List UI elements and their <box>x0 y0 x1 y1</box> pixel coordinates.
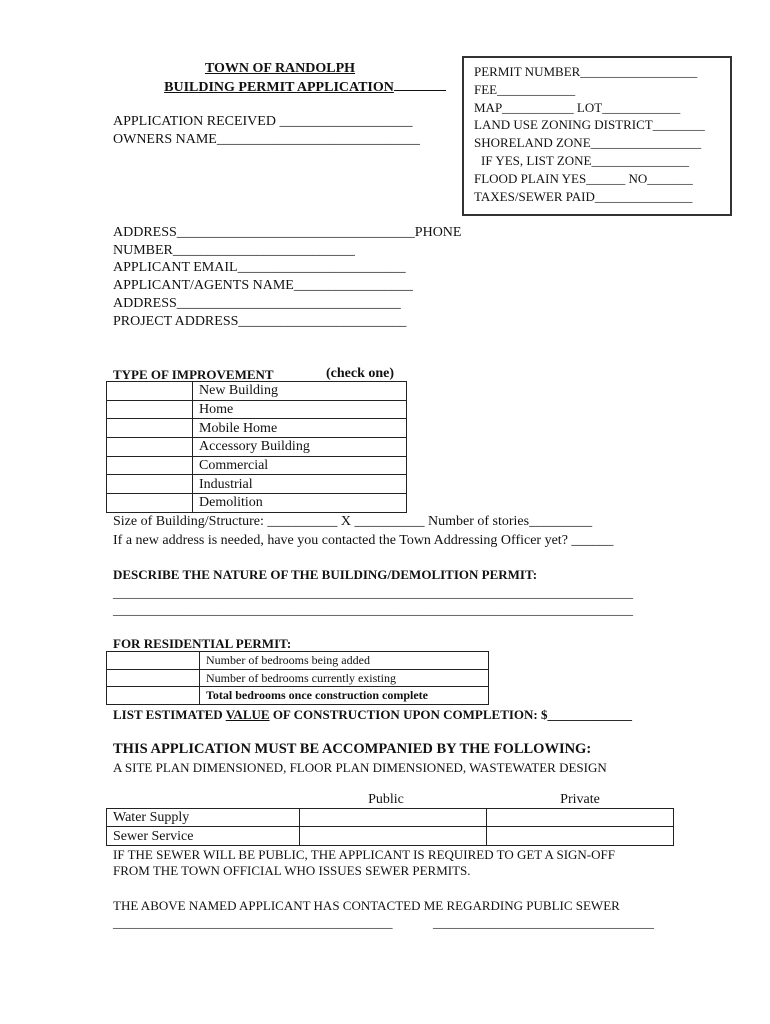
check-one-label: (check one) <box>326 366 395 381</box>
option-label: Mobile Home <box>193 419 407 438</box>
option-label: Industrial <box>193 475 407 494</box>
list-zone-field[interactable]: IF YES, LIST ZONE_______________ <box>481 152 689 168</box>
estimate-suffix: OF CONSTRUCTION UPON COMPLETION: $_____________ <box>269 707 633 722</box>
sewer-public-cell[interactable] <box>300 827 487 845</box>
table-row <box>107 652 489 670</box>
home-checkbox[interactable] <box>107 400 193 419</box>
map-lot-field[interactable]: MAP___________ LOT____________ <box>474 99 681 115</box>
option-label: Accessory Building <box>193 438 407 457</box>
contacted-statement: THE ABOVE NAMED APPLICANT HAS CONTACTED ME REGARDING PUBLIC SEWER <box>113 898 620 913</box>
table-row <box>107 400 407 419</box>
describe-line-1[interactable]: ________________________________________________________________________________ <box>113 585 633 600</box>
residential-heading: FOR RESIDENTIAL PERMIT: <box>113 636 292 651</box>
application-received-field[interactable]: APPLICATION RECEIVED ___________________ <box>113 114 413 129</box>
agents-name-field[interactable]: APPLICANT/AGENTS NAME_________________ <box>113 278 413 293</box>
accessory-building-checkbox[interactable] <box>107 438 193 457</box>
estimated-value-field[interactable] <box>113 706 632 723</box>
industrial-checkbox[interactable] <box>107 475 193 494</box>
shoreland-zone-field[interactable]: SHORELAND ZONE_________________ <box>474 135 702 151</box>
table-row <box>107 419 407 438</box>
official-use-box <box>462 56 732 216</box>
option-label: New Building <box>193 382 407 401</box>
commercial-checkbox[interactable] <box>107 456 193 475</box>
date-signature-line[interactable]: __________________________________ <box>433 915 654 930</box>
owners-name-field[interactable]: OWNERS NAME_____________________________ <box>113 132 420 147</box>
number-field[interactable]: NUMBER__________________________ <box>113 243 355 258</box>
water-private-cell[interactable] <box>487 809 674 827</box>
form-title-text: BUILDING PERMIT APPLICATION <box>164 80 394 95</box>
sewer-note-line-2: FROM THE TOWN OFFICIAL WHO ISSUES SEWER PERMITS. <box>113 863 471 878</box>
bedrooms-existing-input[interactable] <box>107 669 200 687</box>
option-label: Commercial <box>193 456 407 475</box>
title-rule <box>394 77 446 91</box>
accompany-heading: THIS APPLICATION MUST BE ACCOMPANIED BY THE FOLLOWING: <box>113 741 592 757</box>
applicant-email-field[interactable]: APPLICANT EMAIL________________________ <box>113 260 406 275</box>
agent-address-field[interactable]: ADDRESS________________________________ <box>113 296 401 311</box>
mobile-home-checkbox[interactable] <box>107 419 193 438</box>
describe-heading: DESCRIBE THE NATURE OF THE BUILDING/DEMOLITION PERMIT: <box>113 567 538 582</box>
permit-number-field[interactable]: PERMIT NUMBER__________________ <box>474 64 698 79</box>
taxes-sewer-paid-field[interactable]: TAXES/SEWER PAID_______________ <box>474 188 693 204</box>
table-row <box>107 669 489 687</box>
table-row <box>107 438 407 457</box>
row-label: Total bedrooms once construction complete <box>200 687 489 705</box>
table-row <box>107 382 407 401</box>
table-row <box>107 687 489 705</box>
row-label: Sewer Service <box>107 827 300 845</box>
private-column-header: Private <box>560 792 600 807</box>
row-label: Number of bedrooms being added <box>200 652 489 670</box>
fee-field[interactable]: FEE____________ <box>474 81 576 97</box>
project-address-field[interactable]: PROJECT ADDRESS________________________ <box>113 314 407 329</box>
table-row <box>107 809 674 827</box>
address-phone-field[interactable]: ADDRESS__________________________________PHONE <box>113 225 462 240</box>
bedrooms-added-input[interactable] <box>107 652 200 670</box>
residential-table <box>106 651 489 705</box>
town-title: TOWN OF RANDOLPH <box>204 61 356 76</box>
describe-line-2[interactable]: ________________________________________________________________________________ <box>113 602 633 617</box>
option-label: Home <box>193 400 407 419</box>
new-building-checkbox[interactable] <box>107 382 193 401</box>
table-row <box>107 827 674 845</box>
sewer-note-line-1: IF THE SEWER WILL BE PUBLIC, THE APPLICANT IS REQUIRED TO GET A SIGN-OFF <box>113 847 615 862</box>
zoning-district-field[interactable]: LAND USE ZONING DISTRICT________ <box>474 117 705 133</box>
building-size-field[interactable]: Size of Building/Structure: __________ X __________ Number of stories_________ <box>113 514 593 529</box>
estimate-prefix: LIST ESTIMATED <box>113 707 226 722</box>
services-table <box>106 808 674 846</box>
estimate-value-word: VALUE <box>225 707 270 722</box>
row-label: Number of bedrooms currently existing <box>200 669 489 687</box>
option-label: Demolition <box>193 494 407 513</box>
accompany-subtext: A SITE PLAN DIMENSIONED, FLOOR PLAN DIMENSIONED, WASTEWATER DESIGN <box>113 760 607 775</box>
table-row <box>107 494 407 513</box>
official-signature-line[interactable]: ___________________________________________ <box>113 915 393 930</box>
bedrooms-total-input[interactable] <box>107 687 200 705</box>
demolition-checkbox[interactable] <box>107 494 193 513</box>
table-row <box>107 456 407 475</box>
improvement-table <box>106 381 407 513</box>
flood-plain-field[interactable]: FLOOD PLAIN YES______ NO_______ <box>474 170 693 186</box>
sewer-private-cell[interactable] <box>487 827 674 845</box>
form-title <box>150 77 460 97</box>
row-label: Water Supply <box>107 809 300 827</box>
table-row <box>107 475 407 494</box>
water-public-cell[interactable] <box>300 809 487 827</box>
public-column-header: Public <box>368 792 404 807</box>
improvement-heading: TYPE OF IMPROVEMENT <box>113 367 274 382</box>
addressing-officer-field[interactable]: If a new address is needed, have you contacted the Town Addressing Officer yet? ______ <box>113 533 614 548</box>
